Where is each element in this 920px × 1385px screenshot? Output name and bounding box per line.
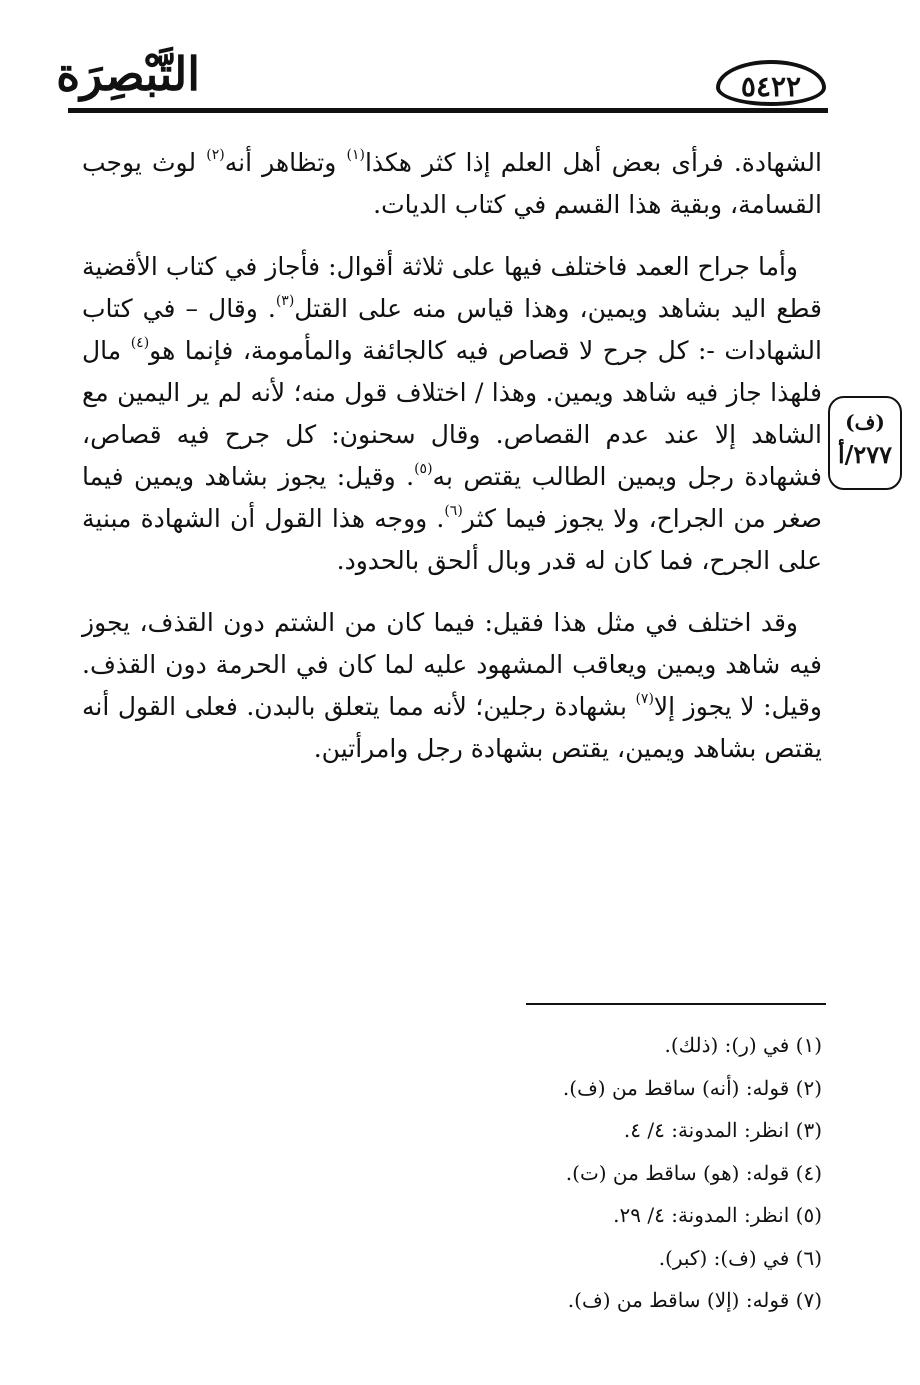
footnote-ref: (٣) (275, 293, 295, 309)
footnote-separator (526, 1003, 826, 1005)
footnote: (٤) قوله: (هو) ساقط من (ت). (565, 1160, 822, 1185)
footnote-ref: (٤) (130, 335, 150, 351)
text-segment: . وقيل: يجوز بشاهد ويمين فيما صغر من الجراح، ولا يجوز فيما كثر (82, 462, 822, 533)
text-segment: مال فلهذا جاز فيه شاهد ويمين. وهذا / اختلاف قول منه؛ لأنه لم ير اليمين مع الشاهد إلا عند عدم القصاص. وقال سحنون: كل جرح فيه قصاص، فشهادة رجل ويمين الطالب يقتص به (82, 336, 822, 491)
page-number: ٥٤٢٢ (740, 70, 802, 103)
body-text (82, 142, 822, 790)
margin-folio-note (828, 396, 902, 490)
text-segment: الشهادة. فرأى بعض أهل العلم إذا كثر هكذا (364, 148, 822, 177)
margin-note-manuscript: (ف) (845, 410, 885, 434)
book-title: التَّبْصِرَة (56, 47, 200, 101)
footnote-ref: (٦) (444, 503, 463, 519)
footnote-ref: (٢) (206, 147, 225, 163)
footnote-ref: (٧) (635, 691, 654, 707)
text-segment: لوث يوجب القسامة، وبقية هذا القسم في كتاب الديات. (82, 148, 822, 219)
footnote: (٥) انظر: المدونة: ٤/ ٢٩. (613, 1203, 822, 1227)
text-segment: وأما جراح العمد فاختلف فيها على ثلاثة أقوال: فأجاز في كتاب الأقضية قطع اليد بشاهد ويمين، وهذا قياس منه على القتل (82, 252, 822, 323)
text-segment: وتظاهر أنه (224, 148, 347, 177)
footnote-ref: (١) (346, 147, 365, 163)
margin-note-folio: ٢٧٧/أ (837, 440, 893, 469)
footnote-ref: (٥) (414, 461, 433, 477)
footnote: (٧) قوله: (إلا) ساقط من (ف). (567, 1288, 822, 1312)
footnote: (٣) انظر: المدونة: ٤/ ٤. (623, 1118, 822, 1142)
text-segment: . ووجه هذا القول أن الشهادة مبنية على الجرح، فما كان له قدر وبال ألحق بالحدود. (82, 504, 822, 575)
paragraph (82, 246, 822, 582)
text-segment: . وقال – في كتاب الشهادات -: كل جرح لا قصاص فيه كالجائفة والمأمومة، فإنما هو (82, 294, 822, 365)
paragraph (82, 602, 822, 770)
footnotes (360, 1024, 822, 1322)
footnote: (٦) في (ف): (كبر). (658, 1245, 822, 1270)
header-rule (68, 108, 828, 113)
page-header (0, 0, 920, 120)
page-number-badge (716, 60, 826, 106)
footnote: (٢) قوله: (أنه) ساقط من (ف). (562, 1075, 822, 1100)
footnote: (١) في (ر): (ذلك). (664, 1033, 822, 1057)
text-segment: بشهادة رجلين؛ لأنه مما يتعلق بالبدن. فعلى القول أنه يقتص بشاهد ويمين، يقتص بشهادة رجل وامرأتين. (82, 692, 822, 763)
paragraph (82, 142, 822, 226)
text-segment: وقد اختلف في مثل هذا فقيل: فيما كان من الشتم دون القذف، يجوز فيه شاهد ويمين ويعاقب المشهود عليه لما كان في الحرمة دون القذف. وقيل: لا يجوز إلا (82, 608, 822, 721)
